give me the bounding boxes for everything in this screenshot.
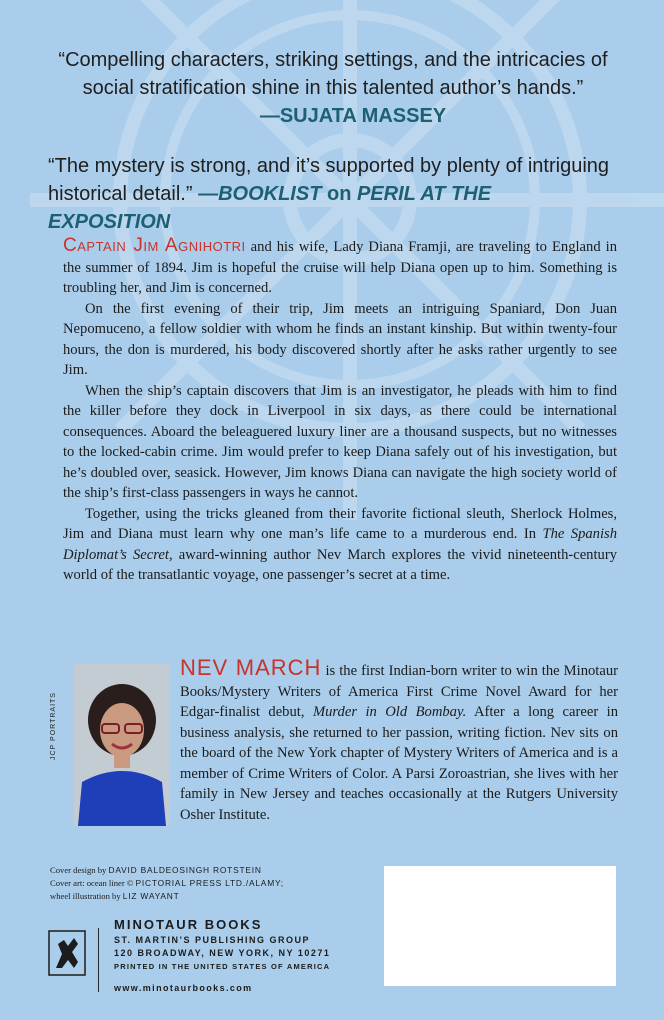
synopsis-paragraph-1 — [63, 236, 617, 299]
author-photo — [74, 664, 170, 826]
quote-massey-attribution: —SUJATA MASSEY — [259, 105, 447, 127]
publisher-group: ST. MARTIN’S PUBLISHING GROUP — [114, 935, 311, 945]
publisher-website[interactable]: www.minotaurbooks.com — [114, 983, 253, 993]
quote-booklist-text: “The mystery is strong, and it’s supported by plenty of intriguing historical detail.” — [48, 155, 610, 205]
design-label: Cover design by — [50, 865, 109, 875]
publisher-name: MINOTAUR BOOKS — [114, 917, 263, 932]
synopsis-p4-start: Together, using the tricks gleaned from their favorite fictional sleuth, Sherlock Holmes, Jim and Diana must learn why one man’s life came to a murderous end. In — [63, 505, 617, 542]
wheel-name: LIZ WAYANT — [122, 891, 180, 901]
author-name: NEV MARCH — [180, 655, 322, 680]
quote-booklist-title: PERIL AT THE EXPOSITION — [48, 183, 492, 233]
book-title: The Spanish Diplomat’s Secret — [63, 526, 617, 563]
publisher-address: 120 BROADWAY, NEW YORK, NY 10271 — [114, 948, 331, 958]
minotaur-logo — [48, 930, 86, 976]
synopsis-paragraph-2: On the first evening of their trip, Jim meets an intriguing Spaniard, Don Juan Nepomuceno, a fellow soldier with whom he finds an instant kinship. But within twenty-four hours, the don is murdered, his body discovered shortly after he asks rather urgently to see Jim. — [63, 300, 617, 378]
author-bio-start: is the first Indian-born writer to win the Minotaur Books/Mystery Writers of America First Crime Novel Award for her Edgar-finalist debut, — [180, 663, 618, 720]
photo-credit: JCP PORTRAITS — [50, 692, 57, 760]
author-bio-end: After a long career in business analysis, she returned to her passion, writing fiction. Nev sits on the board of the New York chapter of Mystery Writers of America and is a member of Crime Writers of Color. A Parsi Zoroastrian, she lives with her family in New Jersey and teaches occasionally at the Rutgers University Osher Institute. — [180, 704, 618, 823]
quote-booklist — [48, 152, 618, 236]
barcode-area — [384, 866, 616, 986]
synopsis-paragraph-4 — [63, 504, 617, 586]
quote-massey-text: “Compelling characters, striking settings, and the intricacies of social stratification shine in this talented author’s hands.” — [58, 49, 608, 99]
synopsis-lead-name: Captain Jim Agnihotri — [63, 235, 246, 256]
quote-massey — [48, 46, 618, 130]
synopsis-p4-end: , award-winning author Nev March explores the vivid nineteenth-century world of the transatlantic voyage, one passenger’s secret at a time. — [63, 546, 617, 583]
quote-booklist-on: on — [321, 183, 357, 205]
art-label: Cover art: ocean liner © — [50, 878, 136, 888]
debut-title: Murder in Old Bombay. — [312, 704, 467, 720]
publisher-printed: PRINTED IN THE UNITED STATES OF AMERICA — [114, 962, 331, 971]
design-name: DAVID BALDEOSINGH ROTSTEIN — [108, 865, 262, 875]
publisher-divider — [98, 928, 99, 992]
synopsis — [63, 236, 617, 586]
wheel-label: wheel illustration by — [50, 891, 123, 901]
cover-credits — [50, 864, 284, 903]
synopsis-paragraph-3: When the ship’s captain discovers that Jim is an investigator, he pleads with him to find the killer before they dock in Liverpool in six days, as there could be international consequences. Aboard the beleaguered luxury liner are a thousand suspects, but no witnesses to the locked-cabin crime. Jim would prefer to keep Diana safely out of his investigation, but he’s doubled over, seasick. However, Jim knows Diana can navigate the high society world of the ship’s first-class passengers in ways he cannot. — [63, 382, 617, 501]
synopsis-p1-text: and his wife, Lady Diana Framji, are traveling to England in the summer of 1894. Jim is hopeful the cruise will help Diana open up to him. Something is troubling her, and Jim is concerned. — [63, 239, 617, 296]
author-bio — [180, 655, 618, 825]
quote-booklist-source: —BOOKLIST — [198, 183, 322, 205]
art-name: PICTORIAL PRESS LTD./ALAMY; — [135, 878, 284, 888]
publisher-block — [114, 916, 330, 993]
